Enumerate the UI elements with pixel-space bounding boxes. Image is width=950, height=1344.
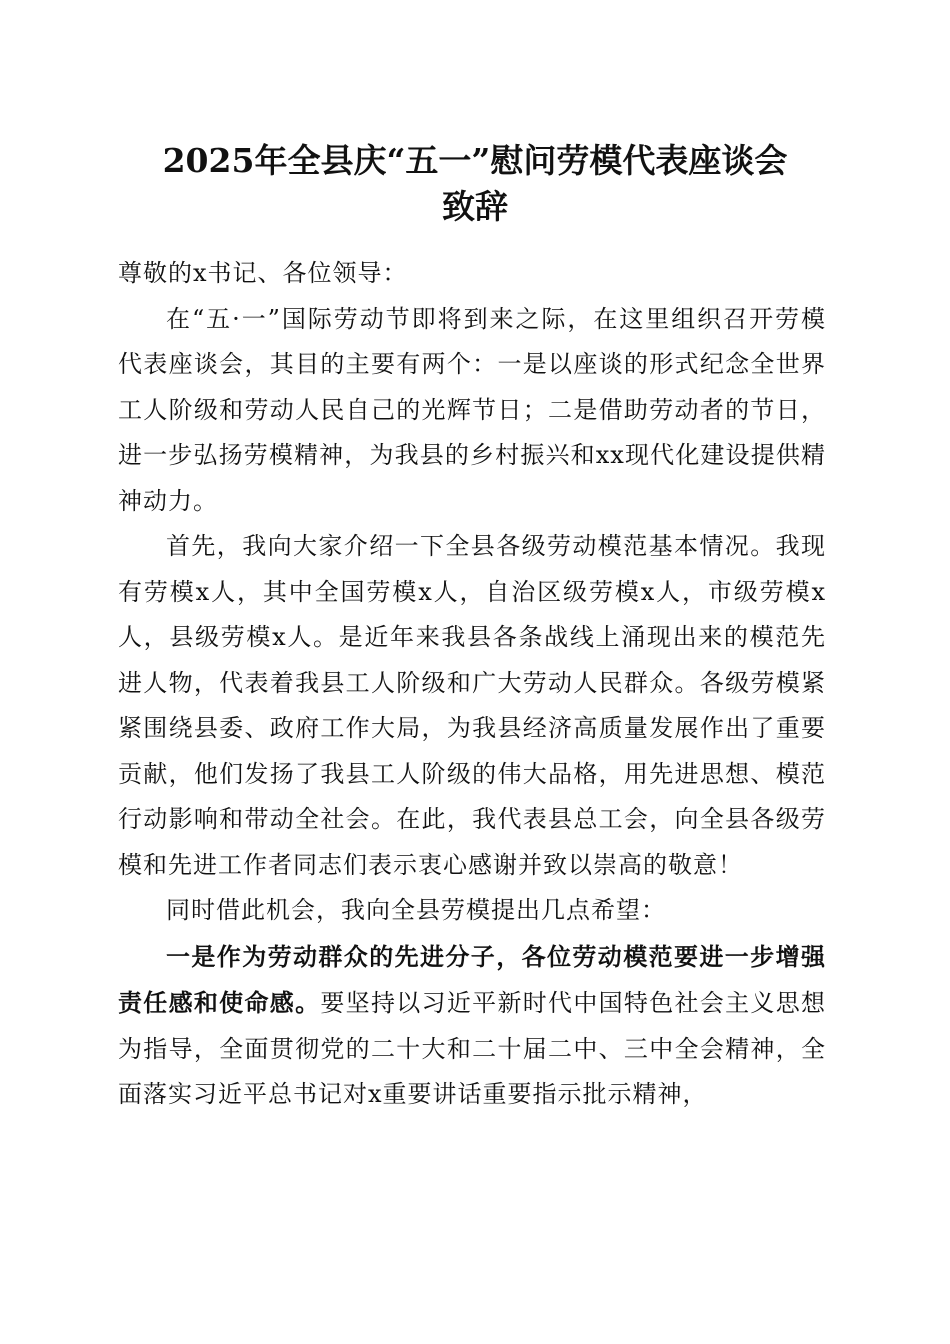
paragraph-hopes-intro: 同时借此机会，我向全县劳模提出几点希望： — [166, 896, 666, 924]
point-1-text: 要坚持以习近平新时代中国特色社会主义思想为指导，全面贯彻党的二十大和二十届二中、三中全会精神，全面落实习近平总书记对x重要讲话重要指示批示精神， — [118, 989, 827, 1108]
document-title — [118, 138, 832, 230]
document-body — [118, 251, 826, 1118]
point-1-lead: 一是作为劳动群众的先进分子，各位劳动模范要进一步增强责任感和使命感。 — [118, 941, 826, 1017]
paragraph-point-1 — [118, 934, 826, 1118]
title-line-2: 致辞 — [442, 187, 508, 226]
paragraph-overview: 首先，我向大家介绍一下全县各级劳动模范基本情况。我现有劳模x人，其中全国劳模x人，自治区级劳模x人，市级劳模x人，县级劳模x人。是近年来我县各条战线上涌现出来的模范先进人物，代表着我县工人阶级和广大劳动人民群众。各级劳模紧紧围绕县委、政府工作大局，为我县经济高质量发展作出了重要贡献，他们发扬了我县工人阶级的伟大品格，用先进思想、模范行动影响和带动全社会。在此，我代表县总工会，向全县各级劳模和先进工作者同志们表示衷心感谢并致以崇高的敬意！ — [118, 532, 826, 879]
paragraph-intro: 在“五·一”国际劳动节即将到来之际，在这里组织召开劳模代表座谈会，其目的主要有两个：一是以座谈的形式纪念全世界工人阶级和劳动人民自己的光辉节日；二是借助劳动者的节日，进一步弘扬劳模精神，为我县的乡村振兴和xx现代化建设提供精神动力。 — [118, 304, 826, 515]
title-line-1: 2025年全县庆“五一”慰问劳模代表座谈会 — [162, 141, 788, 180]
salutation: 尊敬的x书记、各位领导： — [118, 259, 408, 287]
